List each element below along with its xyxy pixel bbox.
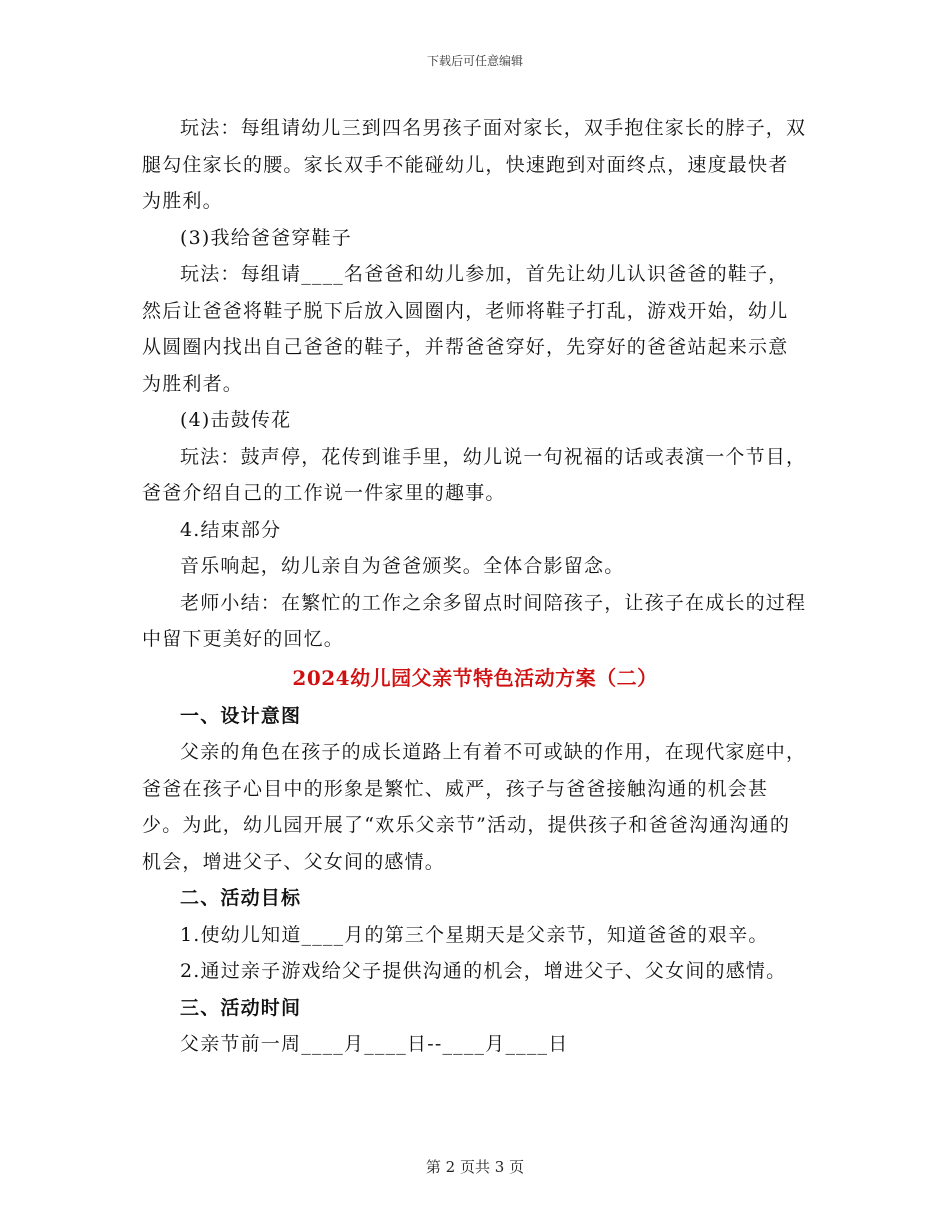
section-title: 2024幼儿园父亲节特色活动方案（二） (292, 665, 658, 690)
page-header: 下载后可任意编辑 (426, 54, 523, 68)
paragraph-goal-1: 1.使幼儿知道____月的第三个星期天是父亲节，知道爸爸的艰辛。 (180, 923, 769, 946)
heading-activity-goals: 二、活动目标 (180, 887, 302, 909)
paragraph-game-rules-3: 玩法：鼓声停，花传到谁手里，幼儿说一句祝福的话或表演一个节目，爸爸介绍自己的工作说一件家里的趣事。 (142, 445, 807, 504)
page-footer: 第 2 页共 3 页 (425, 1158, 525, 1176)
subheading-shoes-game: (3)我给爸爸穿鞋子 (180, 226, 352, 249)
paragraph-design-intent: 父亲的角色在孩子的成长道路上有着不可或缺的作用，在现代家庭中，爸爸在孩子心目中的形象是繁忙、威严，孩子与爸爸接触沟通的机会甚少。为此，幼儿园开展了“欢乐父亲节”活动，提供孩子和爸爸沟通沟通的机会，增进父子、父女间的感情。 (142, 741, 807, 873)
paragraph-activity-time: 父亲节前一周____月____日--____月____日 (180, 1033, 569, 1055)
subheading-ending: 4.结束部分 (180, 518, 282, 541)
subheading-drum-game: (4)击鼓传花 (180, 409, 292, 431)
paragraph-game-rules-1: 玩法：每组请幼儿三到四名男孩子面对家长，双手抱住家长的脖子，双腿勾住家长的腰。家长双手不能碰幼儿，快速跑到对面终点，速度最快者为胜利。 (142, 117, 807, 212)
paragraph-teacher-summary: 老师小结：在繁忙的工作之余多留点时间陪孩子，让孩子在成长的过程中留下更美好的回忆。 (142, 591, 807, 650)
heading-design-intent: 一、设计意图 (180, 704, 302, 727)
paragraph-game-rules-2: 玩法：每组请____名爸爸和幼儿参加，首先让幼儿认识爸爸的鞋子，然后让爸爸将鞋子脱下后放入圆圈内，老师将鞋子打乱，游戏开始，幼儿从圆圈内找出自己爸爸的鞋子，并帮爸爸穿好，先穿好的爸爸站起来示意为胜利者。 (142, 263, 789, 395)
paragraph-goal-2: 2.通过亲子游戏给父子提供沟通的机会，增进父子、父女间的感情。 (180, 960, 787, 982)
heading-activity-time: 三、活动时间 (180, 996, 302, 1019)
document-body (142, 110, 808, 1063)
paragraph-ending: 音乐响起，幼儿亲自为爸爸颁奖。全体合影留念。 (180, 555, 625, 577)
